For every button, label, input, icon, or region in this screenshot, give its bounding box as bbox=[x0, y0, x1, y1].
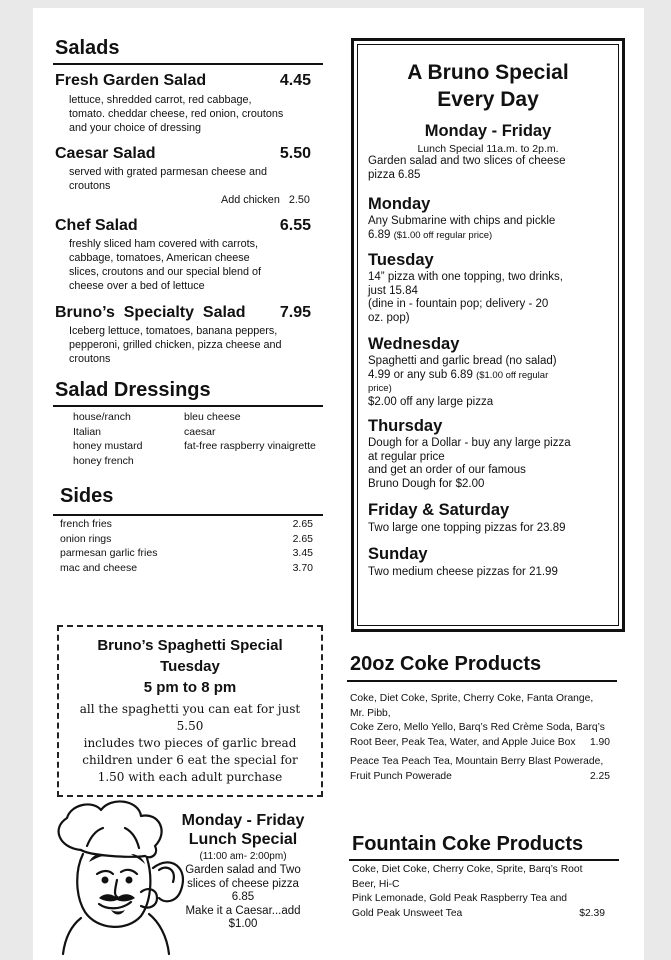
salads-rule bbox=[53, 63, 323, 65]
salad-name: Fresh Garden Salad bbox=[55, 72, 207, 89]
special-description: Dough for a Dollar - buy any large pizza at regular price and get an order of our famous Bruno Dough for $2.00 bbox=[368, 437, 571, 490]
side-item: mac and cheese 3.70 bbox=[60, 561, 313, 574]
sides-list bbox=[60, 517, 313, 575]
special-day-heading: Sunday bbox=[368, 545, 428, 563]
salad-price: 5.50 bbox=[279, 145, 311, 162]
fountain-list: Coke, Diet Coke, Cherry Coke, Sprite, Barq’s Root Beer, Hi-C Pink Lemonade, Gold Peak Raspberry Tea and Gold Peak Unsweet Tea $2.39 bbox=[352, 863, 605, 921]
salad-description: served with grated parmesan cheese and croutons bbox=[69, 166, 268, 192]
coke20-price: 2.25 bbox=[589, 770, 610, 782]
fountain-heading: Fountain Coke Products bbox=[352, 833, 584, 855]
lunch-special-hours: (11:00 am- 2:00pm) bbox=[199, 851, 287, 862]
salad-description: freshly sliced ham covered with carrots, cabbage, tomatoes, American cheese slices, croutons and our special blend of cheese over a bed of lettuce bbox=[69, 238, 262, 292]
coke20-rule bbox=[347, 680, 617, 682]
salad-price: 7.95 bbox=[279, 304, 311, 321]
dressings-heading: Salad Dressings bbox=[55, 379, 211, 401]
coke20-heading: 20oz Coke Products bbox=[350, 653, 542, 675]
salads-heading: Salads bbox=[55, 37, 120, 59]
dressings-rule bbox=[53, 405, 323, 407]
add-chicken-option: Add chicken 2.50 bbox=[221, 194, 310, 206]
special-description: 14” pizza with one topping, two drinks, just 15.84 (dine in - fountain pop; delivery - 20 oz. pop) bbox=[368, 271, 563, 324]
dressing-list: bleu cheese caesar fat-free raspberry vinaigrette bbox=[184, 411, 316, 452]
special-day-heading: Monday bbox=[368, 195, 431, 213]
salad-name: Chef Salad bbox=[55, 217, 138, 234]
special-day-heading: Friday & Saturday bbox=[368, 501, 510, 519]
special-subheading: Lunch Special 11a.m. to 2p.m. bbox=[417, 143, 559, 155]
lunch-special-details: Garden salad and Two slices of cheese pizza 6.85 Make it a Caesar...add $1.00 bbox=[185, 864, 301, 930]
salad-name: Bruno’s Specialty Salad bbox=[55, 304, 246, 321]
side-item: french fries 2.65 bbox=[60, 518, 313, 530]
special-day-heading: Thursday bbox=[368, 417, 443, 435]
special-description: Spaghetti and garlic bread (no salad) 4.99 or any sub 6.89 ($1.00 off regular price) $2.00 off any large pizza bbox=[368, 355, 557, 408]
daily-special-box bbox=[351, 38, 625, 632]
coke20-group: Coke, Diet Coke, Sprite, Cherry Coke, Fanta Orange, Mr. Pibb, Coke Zero, Mello Yello, Barq’s Red Crème Soda, Barq’s Root Beer, Peak Tea, Water, and Apple Juice Box 1.90 bbox=[350, 692, 610, 750]
special-description: Any Submarine with chips and pickle 6.89 ($1.00 off regular price) bbox=[368, 215, 556, 241]
spaghetti-details: all the spaghetti you can eat for just 5.50 includes two pieces of garlic bread children under 6 eat the special for 1.50 with each adult purchase bbox=[79, 702, 301, 784]
special-description: Two large one topping pizzas for 23.89 bbox=[368, 522, 566, 534]
spaghetti-title: Bruno’s Spaghetti Special Tuesday 5 pm to 8 pm bbox=[97, 637, 283, 696]
special-day-heading: Tuesday bbox=[368, 251, 434, 269]
special-description: Two medium cheese pizzas for 21.99 bbox=[368, 566, 558, 578]
salad-price: 6.55 bbox=[279, 217, 311, 234]
salad-description: lettuce, shredded carrot, red cabbage, tomato. cheddar cheese, red onion, croutons and your choice of dressing bbox=[69, 94, 284, 134]
dressing-list: house/ranch Italian honey mustard honey french bbox=[73, 411, 143, 467]
special-description: Garden salad and two slices of cheese pizza 6.85 bbox=[368, 155, 566, 181]
side-item: onion rings 2.65 bbox=[60, 532, 313, 545]
fountain-rule bbox=[349, 859, 619, 861]
salad-name: Caesar Salad bbox=[55, 145, 156, 162]
coke20-price: 1.90 bbox=[589, 736, 610, 748]
sides-rule bbox=[53, 514, 323, 516]
salad-description: Iceberg lettuce, tomatoes, banana peppers, pepperoni, grilled chicken, pizza cheese and croutons bbox=[69, 325, 282, 365]
special-day-heading: Wednesday bbox=[368, 335, 460, 353]
side-item: parmesan garlic fries 3.45 bbox=[60, 547, 313, 559]
salad-price: 4.45 bbox=[279, 72, 311, 89]
fountain-price: $2.39 bbox=[579, 907, 605, 919]
spaghetti-special-box bbox=[57, 625, 323, 797]
sides-heading: Sides bbox=[60, 485, 114, 507]
special-title: A Bruno Special Every Day bbox=[407, 61, 569, 111]
lunch-special-title: Monday - Friday Lunch Special bbox=[181, 812, 305, 848]
coke20-group: Peace Tea Peach Tea, Mountain Berry Blast Powerade, Fruit Punch Powerade 2.25 bbox=[350, 755, 610, 784]
menu-page bbox=[33, 8, 644, 960]
special-day-heading: Monday - Friday bbox=[424, 122, 552, 140]
